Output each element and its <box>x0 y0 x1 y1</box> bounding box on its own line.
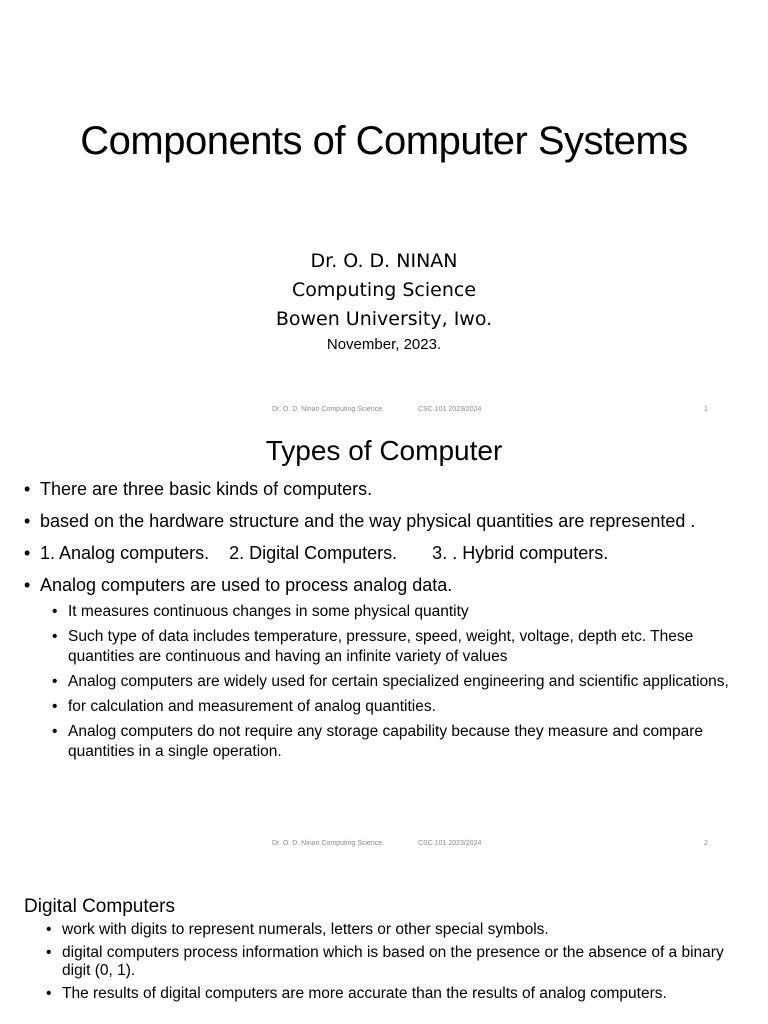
author-department: Computing Science <box>291 279 477 301</box>
footer-author: Dr. O. D. Ninan Computing Science. <box>272 406 385 413</box>
footer-course: CSC 101 2023/2024 <box>418 406 482 413</box>
slide-3 <box>0 860 768 1024</box>
slide-title: Types of Computer <box>265 435 503 466</box>
slide-title: Components of Computer Systems <box>80 119 688 163</box>
bullet-text: Analog computers are used to process analog data. <box>40 575 453 595</box>
page-number: 2 <box>704 840 708 847</box>
sub-bullet-item: • Analog computers are widely used for certain specialized engineering and scientific applications, <box>52 672 744 692</box>
footer-course: CSC 101 2023/2024 <box>418 840 482 847</box>
bullet-item: • 1. Analog computers. 2. Digital Computers. 3. . Hybrid computers. <box>24 541 744 566</box>
bullet-list <box>46 921 736 1008</box>
footer-author: Dr. O. D. Ninan Computing Science. <box>272 840 385 847</box>
author-institution: Bowen University, Iwo. <box>275 308 493 330</box>
sub-bullet-item: • Analog computers do not require any storage capability because they measure and compare quantities in a single operation. <box>52 722 744 762</box>
bullet-item: • The results of digital computers are more accurate than the results of analog computers. <box>46 985 736 1003</box>
page-number: 1 <box>704 406 708 413</box>
bullet-list <box>24 477 744 769</box>
sub-bullet-item: • for calculation and measurement of analog quantities. <box>52 697 744 717</box>
slide-1 <box>0 0 768 430</box>
bullet-item: • digital computers process information which is based on the presence or the absence of a binary digit (0, 1). <box>46 944 736 980</box>
sub-bullet-list <box>52 602 744 762</box>
author-name: Dr. O. D. NINAN <box>310 250 458 272</box>
bullet-item <box>24 573 744 762</box>
bullet-item: • There are three basic kinds of computers. <box>24 477 744 502</box>
slide-title: Digital Computers <box>24 896 175 917</box>
sub-bullet-item: • Such type of data includes temperature, pressure, speed, weight, voltage, depth etc. These quantities are continuous and having an infinite variety of values <box>52 627 744 667</box>
bullet-item: • work with digits to represent numerals, letters or other special symbols. <box>46 921 736 939</box>
sub-bullet-item: • It measures continuous changes in some physical quantity <box>52 602 744 622</box>
presentation-date: November, 2023. <box>326 336 442 353</box>
bullet-item: • based on the hardware structure and the way physical quantities are represented . <box>24 509 744 534</box>
slide-2 <box>0 430 768 860</box>
